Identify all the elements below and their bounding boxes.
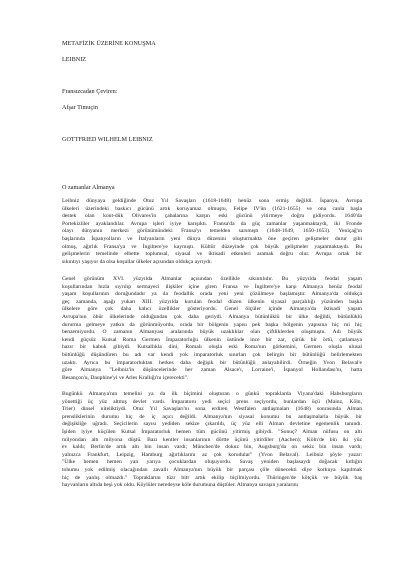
author-full: GOTTFRIED WILHELM LEIBNIZ [62, 136, 153, 143]
paragraph-line: Bugünkü Almanya'nın temelini ya da ilk biçimini oluşturan o günkü topraklarda Viyana'daki Habsburgların [62, 391, 362, 397]
paragraph-line: tohumu yok edilmiş olacağından zavallı Almanya'nın büyük bir parçası çöle dönecekti diye korkuya kapılmak [62, 466, 362, 473]
paragraph-line: İşiden iyiye küçülen Kutsal İmparatorluk hemen tüm gücünü yitirmiş gibiydi. "Sonuç? Alman nüfusu on altı [62, 428, 362, 435]
paragraph-line: bütünlüğü düşündüren bu adı var kendi yok imparatorluk sınırları çok belirgin bir bütünlüğü belirlemekten [62, 351, 362, 358]
paragraph-line: göre Almanya "Leibniz'in düşüncelerinde her zaman Alsace'ı, Lorraine'i, İspanyol Hollandası'nı, hatta [62, 367, 362, 374]
paragraph-line: geç zamanda, aşağı yukarı XIII. yüzyılda kurulan feodal düzen ülkenin siyasal parçalılığı yüzünden başka [62, 298, 362, 305]
paragraph-1 [62, 198, 362, 266]
translator-label: Fransızcadan Çeviren: [62, 88, 118, 95]
paragraph-line: benzemiyordu. O zamanın Almanyası aralarında büyük uzaklıklar olan çiftliklerden oluşmuştu. Adı büyük [62, 329, 362, 336]
paragraph-3 [62, 391, 362, 490]
section-heading: O zamanlar Almanya [62, 184, 115, 191]
paragraph-line: olmuş, ağırlık Fransa'ya ve İngiltere'ye kaymıştı. Kültür düzeyinde çok büyük gelişmeler yaşanmaktaydı. Bu [62, 243, 362, 250]
paragraph-line: gelişmelerin temelinde elbette toplumsal, siyasal ve iktisadi etkenleri aramak doğru olur. Avrupa ortak bir [62, 251, 362, 258]
paragraph-line: prensliklerinin durumu hiç de iç açıcı değildi. Almanya'nın siyasal konumu bu antlaşmalarla büyük bir [62, 413, 362, 420]
paragraph-line: yaşam koşullarının doruğundadır ya da feodallik orada yeni yeni çözülmeye başlamıştır. Almanya'da oldukça [62, 291, 362, 298]
paragraph-line: ev kaldı; Berlin'de artık altı bin insan vardı; München'de dokuz bin, Augsburg'da on sekiz bin insan vardı; [62, 444, 362, 451]
paragraph-line: Avrupa'nın öbür ülkelerinde olduğundan çok daha geriydi. Almanya bütünlüklü bir ülke değildi, bütünlüklü [62, 313, 362, 320]
paragraph-line: sıkıntıyı yaşıyor da olsa koşullar ülkeler açısından oldukça ayrıydı. [62, 258, 212, 265]
paragraph-line: yalnızca Frankfurt, Leipzig, Hamburg ağırlıklarını az çok korudular" (Yvon Belaval). Leibniz şöyle yazar: [62, 451, 362, 458]
paragraph-line: başlarında İspanyolların ve İtalyanların yeni dünya düzenini oluşturmakta öne geçiren gelişmeler durur gibi [62, 235, 362, 242]
translator-name: Afşar Timuçin [62, 104, 98, 111]
author-short: LEIBNIZ [62, 56, 87, 63]
paragraph-line: ülkelere göre çok daha kalıcı özellikler gösteriyordu. Genel ölçüler içinde Almanya'da iktisadi yaşam [62, 306, 362, 313]
paragraph-line: ülkeleri üzerindeki baskıcı gücünü artık koruyamaz olmuştu, Felipe IV'ün (1621-1655) ve ona canla başla [62, 205, 362, 212]
paragraph-line: Trier) dinsel niteliktiydi. Otuz Yıl Savaşları'nı sona erdiren Westfalen antlaşmaları (1648) sonrasında Alman [62, 406, 362, 413]
paragraph-line: milyondan altı milyona düştü. Bazı kentler insanlarının dörtte üçünü yitirdiler (Aachen); Köln'de bin iki yüz [62, 436, 362, 443]
paragraph-line: Leibniz dünyaya geldiğinde Otuz Yıl Savaşları (1618-1648) henüz sona ermiş değildi. İspanya, Avrupa [62, 198, 362, 204]
work-title: METAFİZİK ÜZERİNE KONUŞMA [62, 40, 156, 47]
paragraph-line: değişikliğe uğradı. Seçicilerin sayısı yediden sekize çıkarıldı, üç yüz elli Alman devletine egemenlik tanındı. [62, 421, 362, 428]
paragraph-line: uzaktı. Ayrıca bu imparatorluktan herkes daha değişik bir bütünlüğü anlayabilirdi. Örneğin Yvon Belaval'e [62, 359, 362, 366]
paragraph-line: hazır bir kabuk gibiydi. Kutsallıkla dini, Romalı oluşla eski Roma'nın görkemini, Germen oluşla ulusal [62, 344, 362, 351]
paragraph-line: dururma gelmeye yatkın da görünmüyordu, orada bir bölgenin yapısı pek başka bölgenin yapısına hiç mi hiç [62, 321, 362, 328]
paragraph-line: yönettiği üç yüz altmış devlet vardı. İmparatoru yedi seçici prens seçiyordu, bunlardan üçü (Mainz, Köln, [62, 398, 362, 405]
paragraph-line: "Ülke hemen hemen yan yarıya çocuklardan oluşuyordu. Savaş yeniden başlasaydı doğacak kıtlığın [62, 459, 362, 466]
paragraph-line: hayvanların altıda beşi yok oldu. Köylüler neredeyse köle durumuna düştüler. Almanya savaşın yaralarını [62, 482, 299, 489]
paragraph-line: destek olan kont-dük Olivares'in çabalarına karşın eski gücünü yitirmeye doğru gidiyordu. 1640'da [62, 213, 362, 220]
paragraph-line: Besançon'u, Dauphine'yi ve Arles Krallığı'nı içerecekti". [62, 374, 189, 381]
paragraph-line: olayı dünyanın merkezi görünümündeki Fransa'yı temelden sarsmıştı (1648-1649, 1650-1653). Yeniçağ'ın [62, 228, 362, 235]
paragraph-line: Genel görünüm XVI. yüzyılda Almanlar açısından özellikle sıkıntılıdır. Bu yüzyılda feodal yaşam [62, 276, 362, 282]
paragraph-2 [62, 276, 362, 382]
paragraph-line: hiç de yanlış olmazdı." Topraklarını tüzr bitr artık ekilip biçilmiyordu. Thüringen'de kötçük ve büyük baş [62, 474, 362, 481]
paragraph-line: koşullarından hızla sıyrılıp sermayeci ilişkiler içine giren Fransa ve İngiltere'ye karşı Almanya henüz feodal [62, 283, 362, 290]
paragraph-line: kendi güçsüz Kutsal Roma Germen İmparatorluğu ülkenin üstünde ince bir zar, çürük bir örtü, çatlamaya [62, 336, 362, 343]
paragraph-line: Portekizliler ayaklandılar. Avrupa işleri iyiye karışıktı. Fransa'da da güç zamanlar yaşanmaktaydı, iki Fronde [62, 220, 362, 227]
